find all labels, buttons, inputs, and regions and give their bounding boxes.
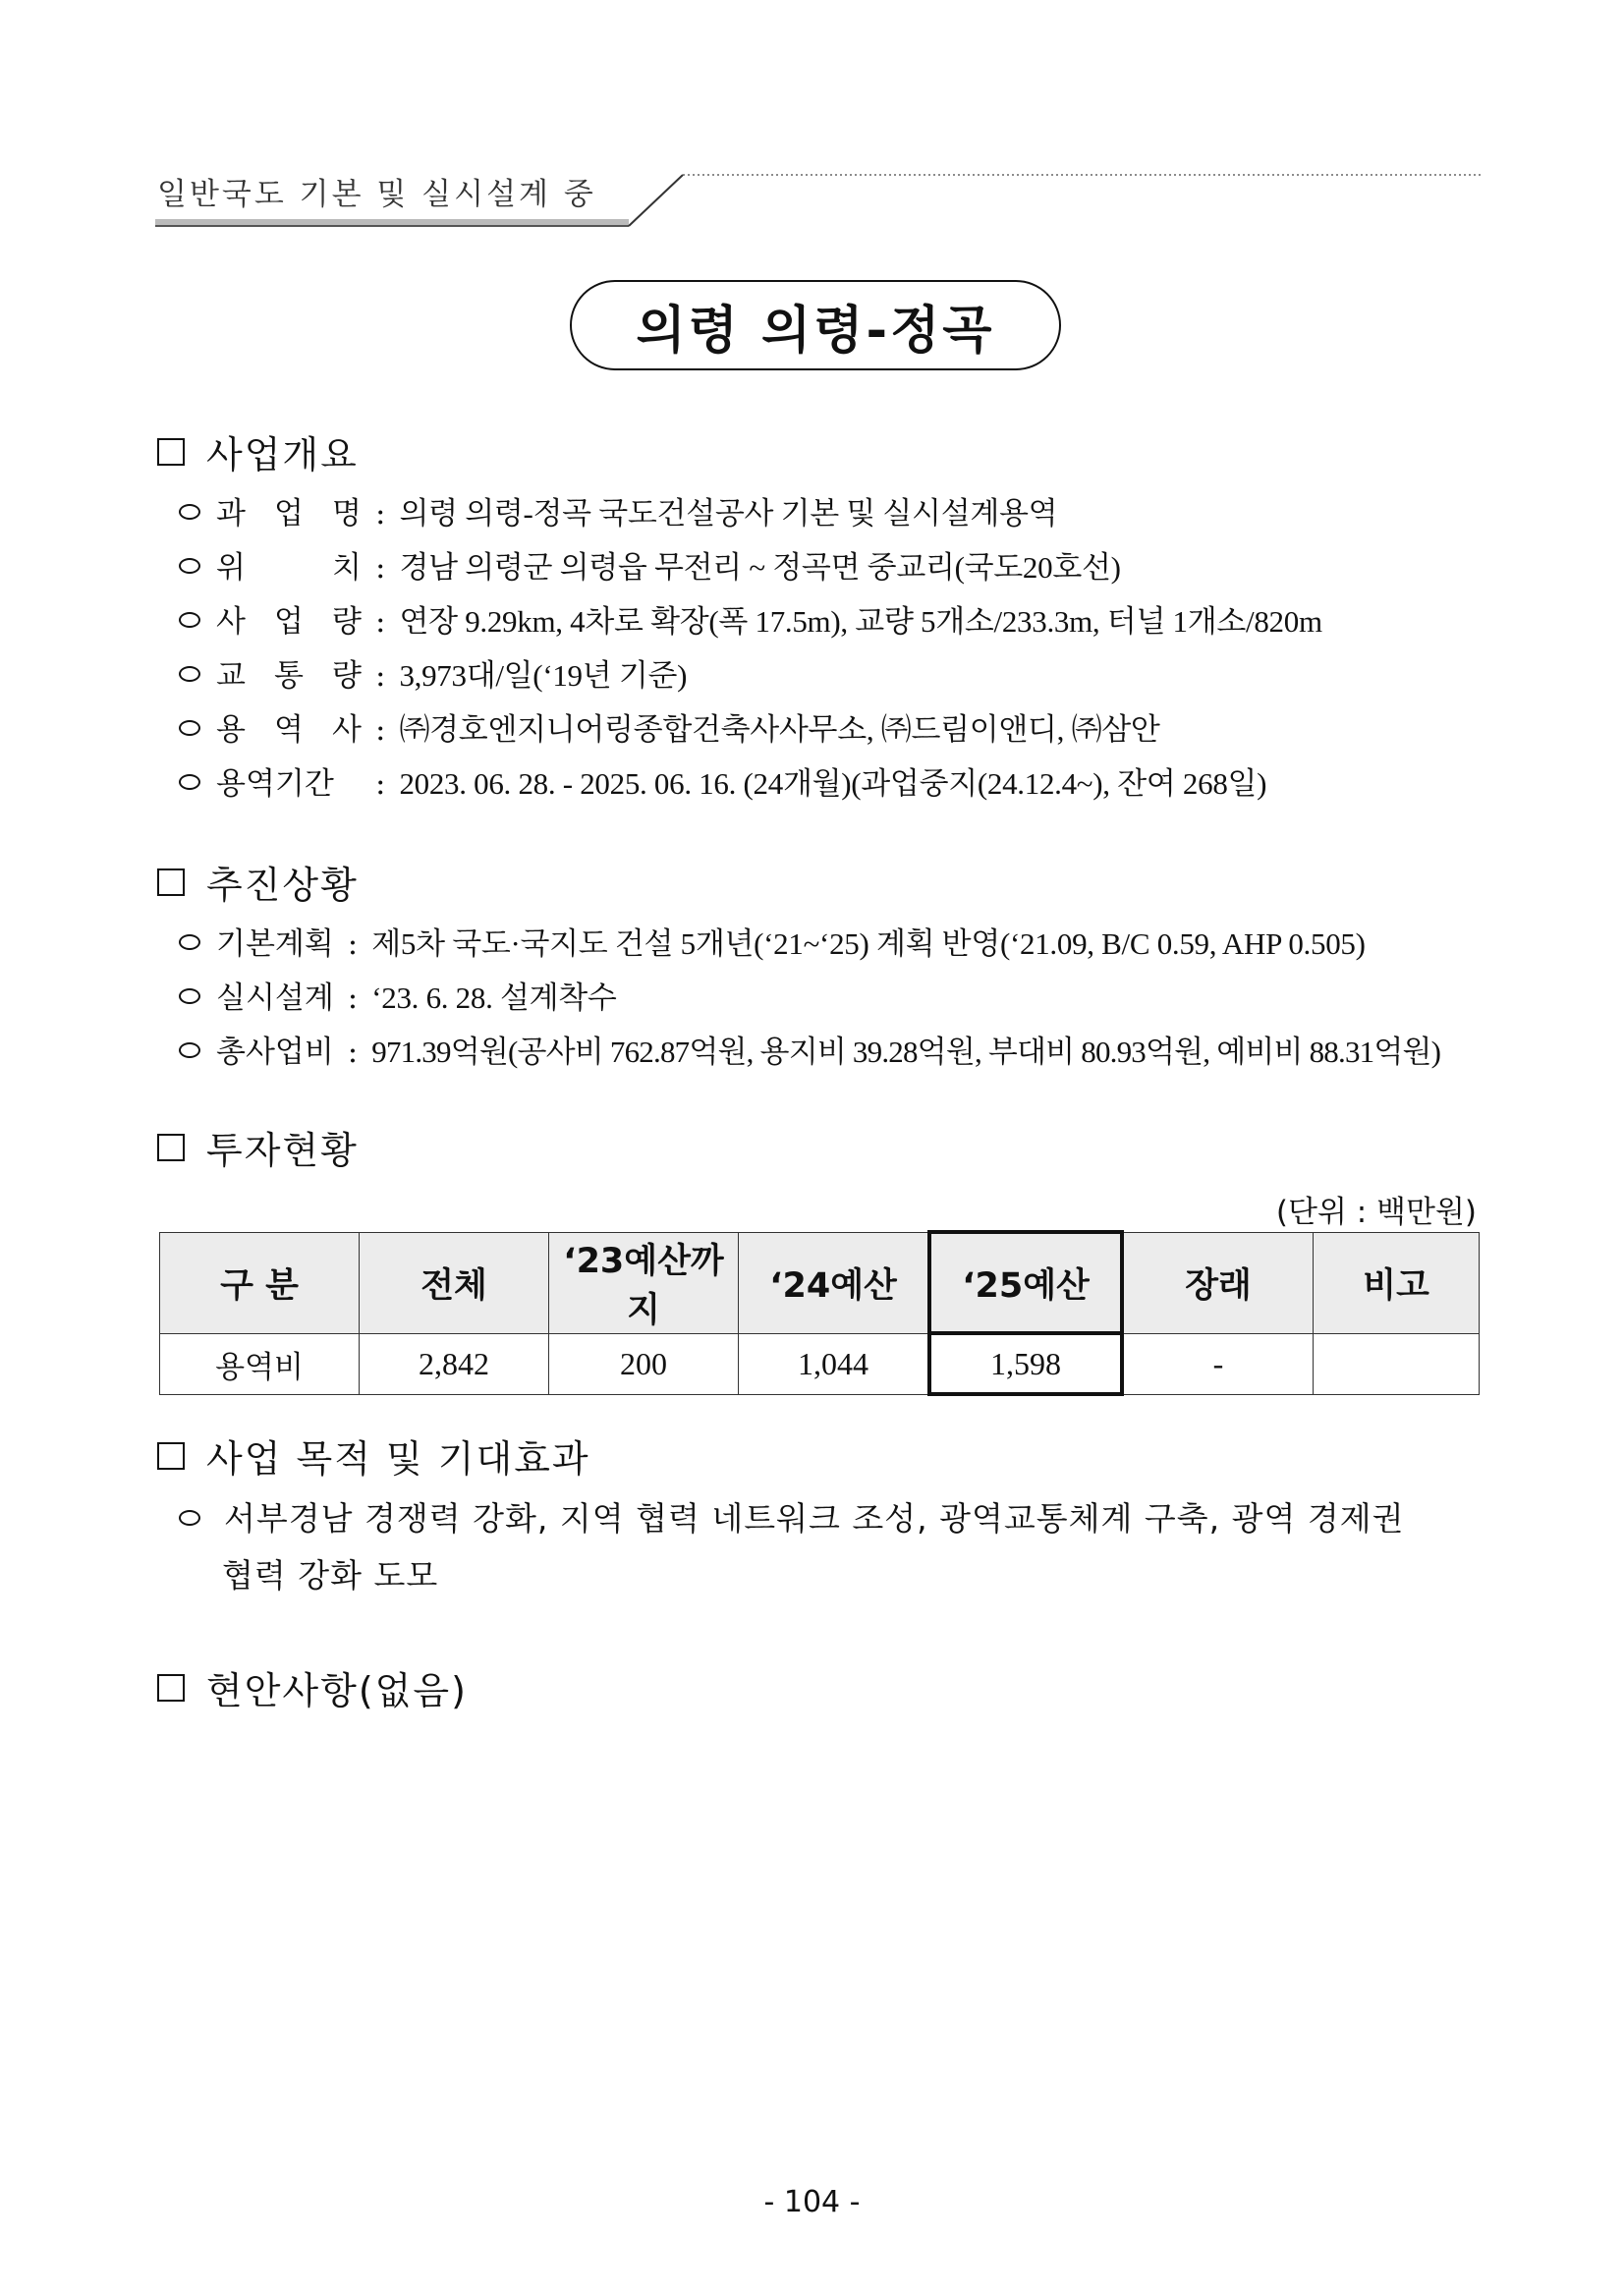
circle-bullet-icon — [179, 1510, 200, 1526]
table-header-cell: 비고 — [1314, 1232, 1480, 1333]
section-issues — [157, 1660, 468, 1714]
section-title: 투자현황 — [206, 1129, 359, 1172]
item-value: 경남 의령군 의령읍 무전리 ~ 정곡면 중교리(국도20호선) — [399, 550, 1121, 585]
item-label: 실시설계 — [216, 980, 334, 1016]
table-cell: 2,842 — [360, 1333, 549, 1394]
purpose-text: 서부경남 경쟁력 강화, 지역 협력 네트워크 조성, 광역교통체계 구축, 광역 경제권 협력 강화 도모 — [179, 1490, 1485, 1604]
item-label: 용 역 사 — [216, 712, 362, 748]
table-cell: 1,598 — [929, 1333, 1122, 1394]
overview-item: 사 업 량 : 연장 9.29km, 4차로 확장(폭 17.5m), 교량 5개소/233.3m, 터널 1개소/820m — [179, 596, 1322, 641]
progress-item: 실시설계 : ‘23. 6. 28. 설계착수 — [179, 973, 617, 1017]
table-header-cell: 장래 — [1122, 1232, 1314, 1333]
circle-bullet-icon — [179, 720, 200, 736]
checkbox-square-icon — [157, 1134, 185, 1161]
item-label: 총사업비 — [216, 1035, 334, 1070]
overview-item: 위 치 : 경남 의령군 의령읍 무전리 ~ 정곡면 중교리(국도20호선) — [179, 542, 1121, 587]
table-header-cell: 전체 — [360, 1232, 549, 1333]
circle-bullet-icon — [179, 558, 200, 574]
item-label: 위 치 — [216, 550, 362, 586]
item-value: 2023. 06. 28. - 2025. 06. 16. (24개월)(과업중지(24.12.4~), 잔여 268일) — [399, 766, 1267, 801]
circle-bullet-icon — [179, 934, 200, 950]
item-label: 과 업 명 — [216, 496, 362, 532]
item-label: 기본계획 — [216, 926, 334, 962]
table-header-cell: ‘25예산 — [929, 1232, 1122, 1333]
circle-bullet-icon — [179, 612, 200, 628]
table-header-cell: ‘24예산 — [739, 1232, 930, 1333]
page-title: 의령 의령-정곡 — [570, 280, 1061, 370]
section-investment — [157, 1120, 359, 1174]
item-value: ‘23. 6. 28. 설계착수 — [371, 980, 617, 1015]
checkbox-square-icon — [157, 438, 185, 466]
circle-bullet-icon — [179, 1042, 200, 1058]
item-value: 3,973대/일(‘19년 기준) — [399, 658, 688, 693]
circle-bullet-icon — [179, 504, 200, 520]
table-header-cell: 구 분 — [160, 1232, 360, 1333]
overview-item: 과 업 명 : 의령 의령-정곡 국도건설공사 기본 및 실시설계용역 — [179, 488, 1057, 532]
table-cell — [1314, 1333, 1480, 1394]
overview-item: 교 통 량 : 3,973대/일(‘19년 기준) — [179, 650, 687, 695]
section-title: 사업개요 — [206, 433, 359, 476]
circle-bullet-icon — [179, 988, 200, 1004]
progress-item: 기본계획 : 제5차 국도·국지도 건설 5개년(‘21~‘25) 계획 반영(‘21.09, B/C 0.59, AHP 0.505) — [179, 919, 1366, 963]
item-value: 의령 의령-정곡 국도건설공사 기본 및 실시설계용역 — [399, 496, 1058, 531]
item-label: 교 통 량 — [216, 658, 362, 694]
checkbox-square-icon — [157, 868, 185, 896]
table-header-row — [160, 1232, 1480, 1333]
item-label: 사 업 량 — [216, 604, 362, 640]
circle-bullet-icon — [179, 666, 200, 682]
table-cell: 200 — [549, 1333, 739, 1394]
table-cell: 용역비 — [160, 1333, 360, 1394]
item-value: ㈜경호엔지니어링종합건축사사무소, ㈜드림이앤디, ㈜삼안 — [399, 712, 1160, 747]
document-category: 일반국도 기본 및 실시설계 중 — [157, 177, 596, 212]
section-title: 사업 목적 및 기대효과 — [206, 1437, 590, 1481]
section-purpose — [157, 1428, 590, 1483]
overview-item: 용역기간 : 2023. 06. 28. - 2025. 06. 16. (24개월)(과업중지(24.12.4~), 잔여 268일) — [179, 758, 1266, 803]
item-value: 971.39억원(공사비 762.87억원, 용지비 39.28억원, 부대비 80.93억원, 예비비 88.31억원) — [371, 1035, 1441, 1069]
checkbox-square-icon — [157, 1674, 185, 1702]
section-overview — [157, 424, 359, 478]
investment-table — [159, 1230, 1480, 1396]
table-cell: - — [1122, 1333, 1314, 1394]
page-number: - 104 - — [763, 2185, 861, 2219]
checkbox-square-icon — [157, 1442, 185, 1470]
circle-bullet-icon — [179, 774, 200, 790]
section-title: 추진상황 — [206, 864, 359, 907]
overview-item: 용 역 사 : ㈜경호엔지니어링종합건축사사무소, ㈜드림이앤디, ㈜삼안 — [179, 704, 1160, 749]
progress-item: 총사업비 : 971.39억원(공사비 762.87억원, 용지비 39.28억원, 부대비 80.93억원, 예비비 88.31억원) — [179, 1027, 1440, 1071]
item-value: 연장 9.29km, 4차로 확장(폭 17.5m), 교량 5개소/233.3m, 터널 1개소/820m — [399, 604, 1322, 639]
section-progress — [157, 855, 359, 909]
table-row — [160, 1333, 1480, 1394]
table-cell: 1,044 — [739, 1333, 930, 1394]
section-title: 현안사항(없음) — [206, 1669, 468, 1712]
item-label: 용역기간 — [216, 766, 334, 802]
table-header-cell: ‘23예산까지 — [549, 1232, 739, 1333]
item-value: 제5차 국도·국지도 건설 5개년(‘21~‘25) 계획 반영(‘21.09, B/C 0.59, AHP 0.505) — [371, 926, 1366, 961]
unit-label: (단위 : 백만원) — [1275, 1195, 1477, 1230]
